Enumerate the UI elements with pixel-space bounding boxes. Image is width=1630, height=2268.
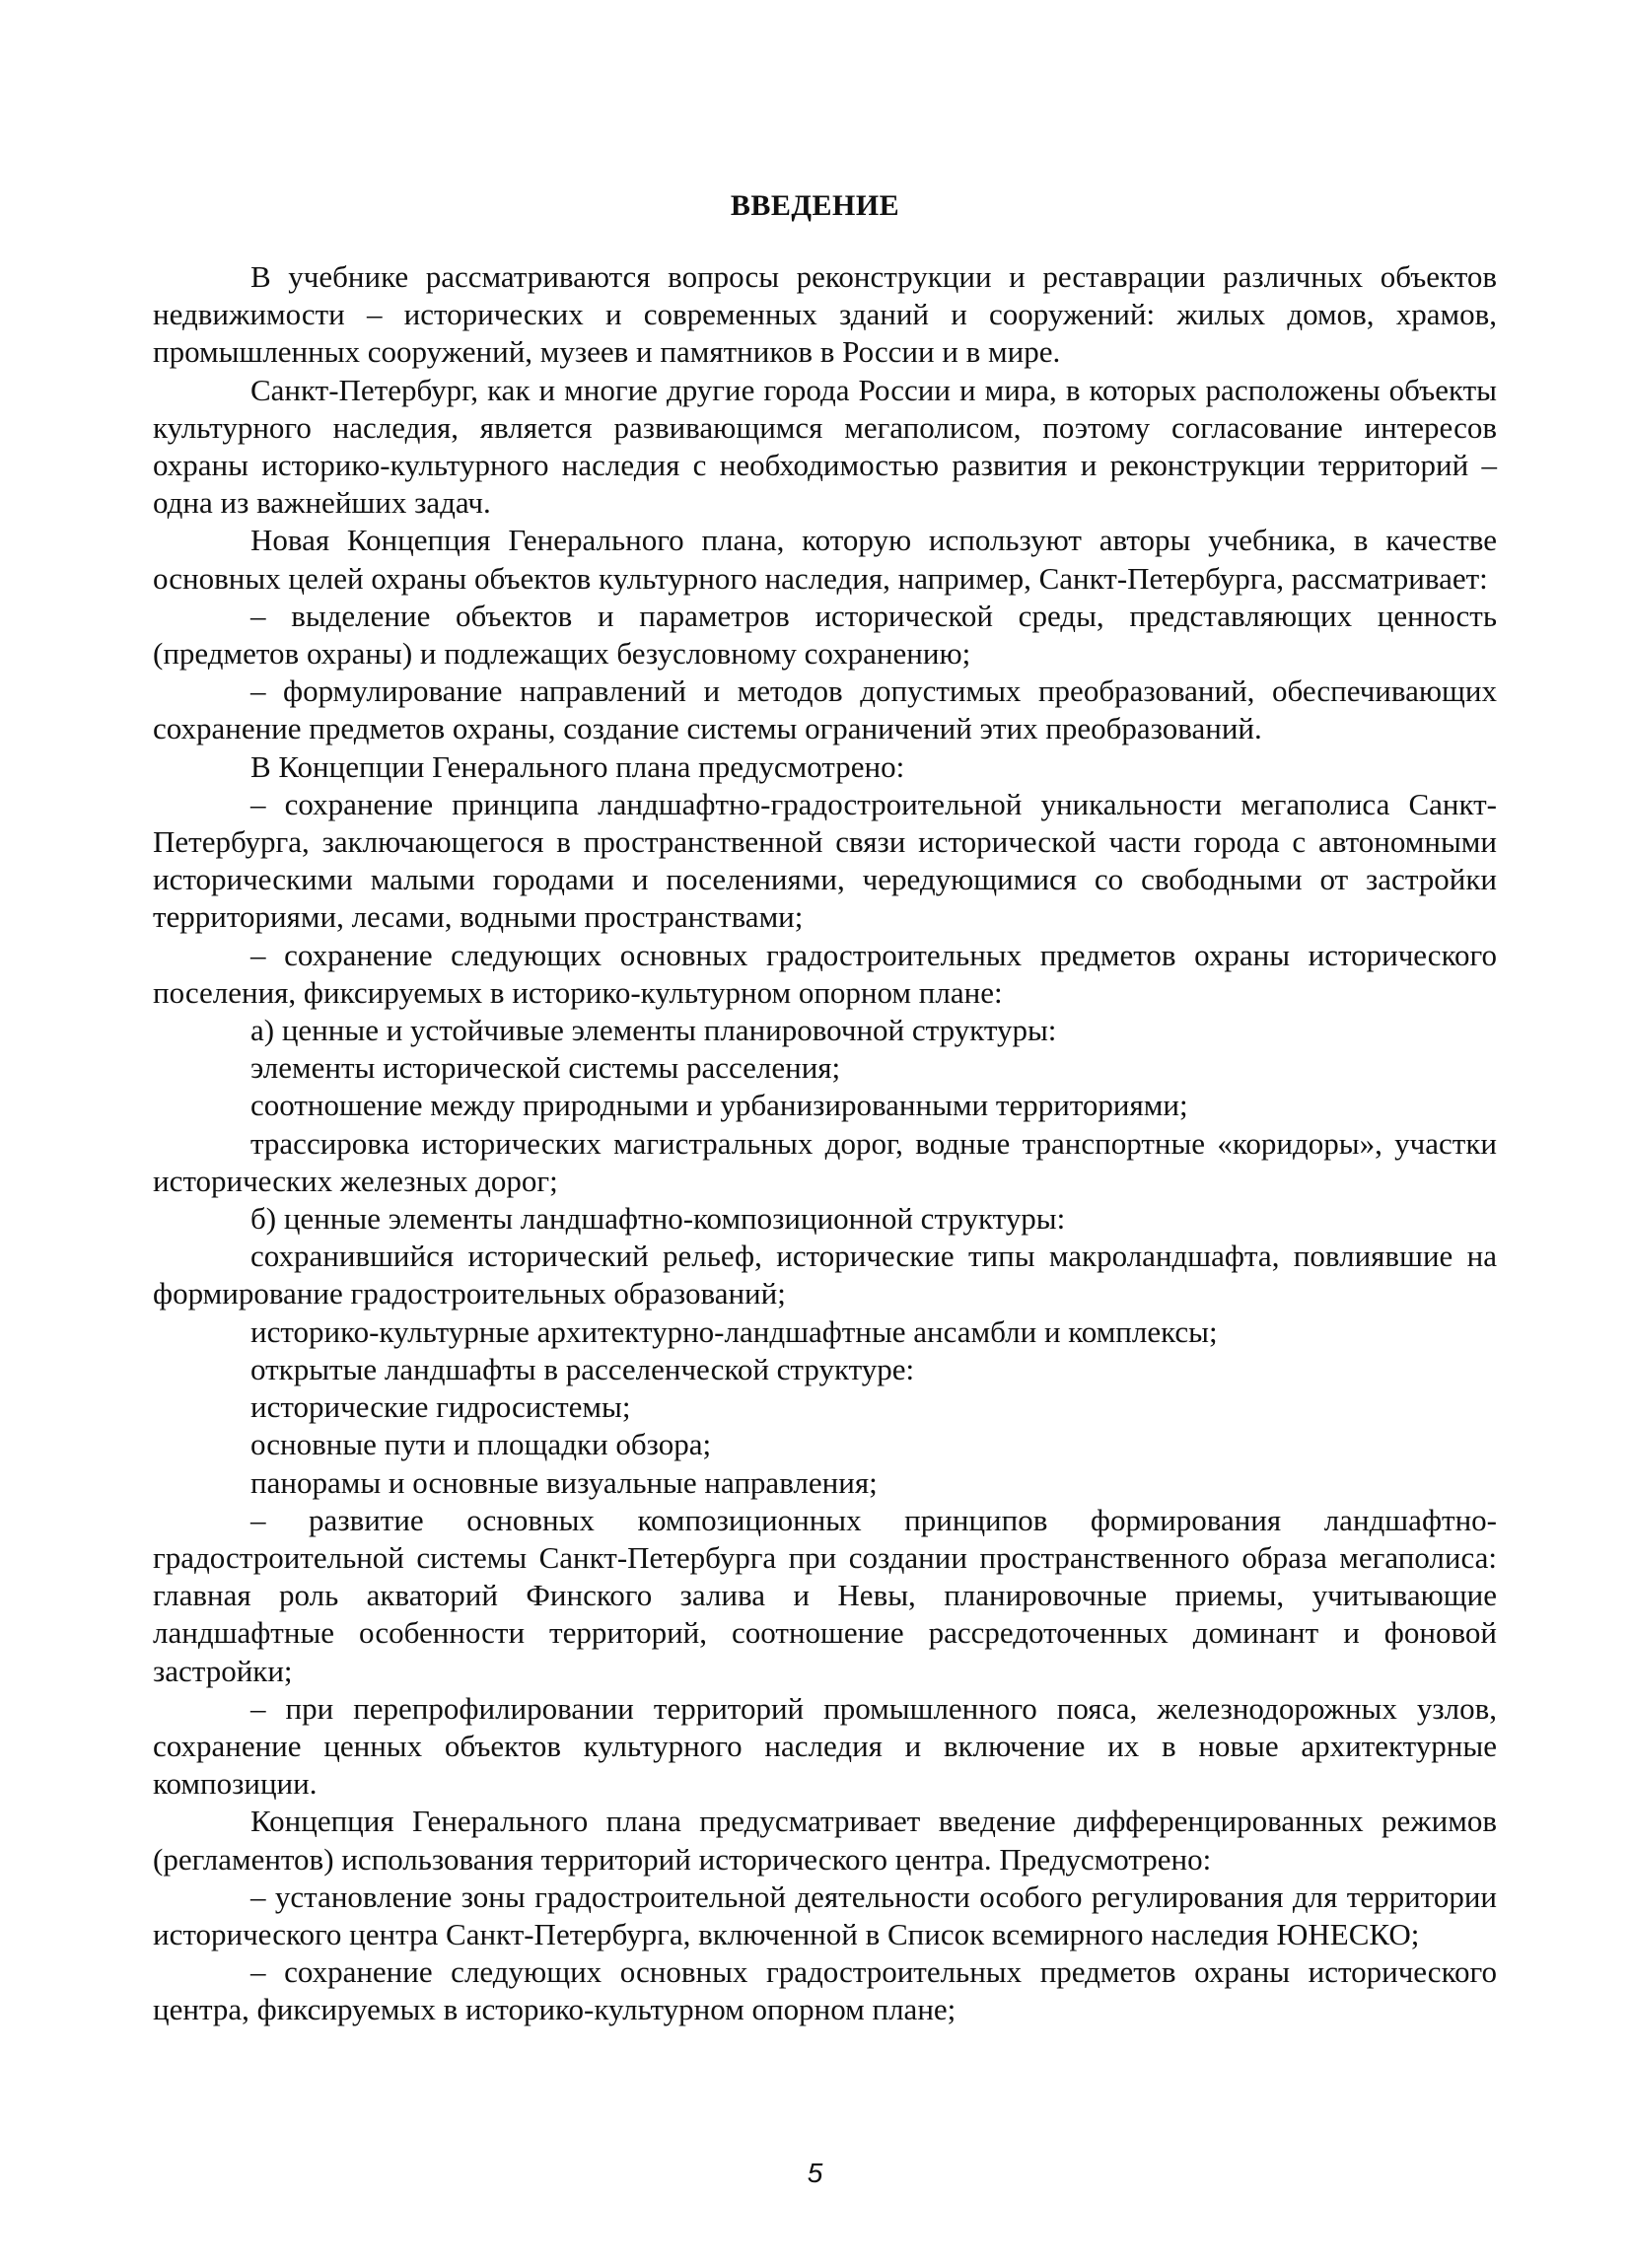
paragraph-intro: В учебнике рассматриваются вопросы реконструкции и реставрации различных объектов недвижимости – исторических и современных зданий и сооружений: жилых домов, храмов, промышленных сооружений, музеев и памятников в России и в мире.: [153, 259, 1497, 370]
list-item: историко-культурные архитектурно-ландшафтные ансамбли и комплексы;: [250, 1313, 1218, 1349]
list-item: панорамы и основные визуальные направления;: [250, 1464, 878, 1500]
paragraph-regimes: Концепция Генерального плана предусматривает введение дифференцированных режимов (регламентов) использования территорий исторического центра. Предусмотрено:: [153, 1804, 1497, 1877]
list-item: – выделение объектов и параметров исторической среды, представляющих ценность (предметов охраны) и подлежащих безусловному сохранению;: [153, 598, 1497, 672]
list-item: – формулирование направлений и методов допустимых преобразований, обеспечивающих сохранение предметов охраны, создание системы ограничений этих преобразований.: [153, 673, 1497, 746]
list-item: основные пути и площадки обзора;: [250, 1427, 712, 1462]
body-text: [153, 258, 1497, 2029]
page-number: 5: [807, 2158, 823, 2188]
paragraph-spb: Санкт-Петербург, как и многие другие города России и мира, в которых расположены объекты культурного наследия, является развивающимся мегаполисом, поэтому согласование интересов охраны историко-культурного наследия с необходимостью развития и реконструкции территорий – одна из важнейших задач.: [153, 372, 1497, 521]
list-item: – установление зоны градостроительной деятельности особого регулирования для территории исторического центра Санкт-Петербурга, включенной в Список всемирного наследия ЮНЕСКО;: [153, 1878, 1497, 1951]
list-item: б) ценные элементы ландшафтно-композиционной структуры:: [250, 1201, 1066, 1237]
list-item: открытые ландшафты в расселенческой структуре:: [250, 1351, 915, 1386]
list-item: – сохранение принципа ландшафтно-градостроительной уникальности мегаполиса Санкт-Петербурга, заключающегося в пространственной связи исторической части города с автономными историческими малыми городами и поселениями, чередующимися со свободными от застройки территориями, лесами, водными пространствами;: [153, 786, 1497, 935]
paragraph-concept-goals: Новая Концепция Генерального плана, которую используют авторы учебника, в качестве основных целей охраны объектов культурного наследия, например, Санкт-Петербурга, рассматривает:: [153, 523, 1497, 596]
list-item: трассировка исторических магистральных дорог, водные транспортные «коридоры», участки исторических железных дорог;: [153, 1125, 1497, 1198]
list-item: элементы исторической системы расселения;: [250, 1050, 841, 1086]
list-item: – при перепрофилировании территорий промышленного пояса, железнодорожных узлов, сохранение ценных объектов культурного наследия и включение их в новые архитектурные композиции.: [153, 1690, 1497, 1802]
list-item: – развитие основных композиционных принципов формирования ландшафтно-градостроительной системы Санкт-Петербурга при создании пространственного образа мегаполиса: главная роль акваторий Финского залива и Невы, планировочные приемы, учитывающие ландшафтные особенности территорий, соотношение рассредоточенных доминант и фоновой застройки;: [153, 1502, 1497, 1688]
list-item: – сохранение следующих основных градостроительных предметов охраны исторического центра, фиксируемых в историко-культурном опорном плане;: [153, 1954, 1497, 2027]
list-item: соотношение между природными и урбанизированными территориями;: [250, 1088, 1188, 1123]
list-item: сохранившийся исторический рельеф, исторические типы макроландшафта, повлиявшие на формирование градостроительных образований;: [153, 1239, 1497, 1311]
paragraph-concept-provides: В Концепции Генерального плана предусмотрено:: [250, 748, 905, 784]
list-item: – сохранение следующих основных градостроительных предметов охраны исторического поселения, фиксируемых в историко-культурном опорном плане:: [153, 937, 1497, 1010]
list-item: исторические гидросистемы;: [250, 1389, 631, 1425]
page-title: ВВЕДЕНИЕ: [730, 189, 900, 222]
list-item: а) ценные и устойчивые элементы планировочной структуры:: [250, 1013, 1057, 1048]
